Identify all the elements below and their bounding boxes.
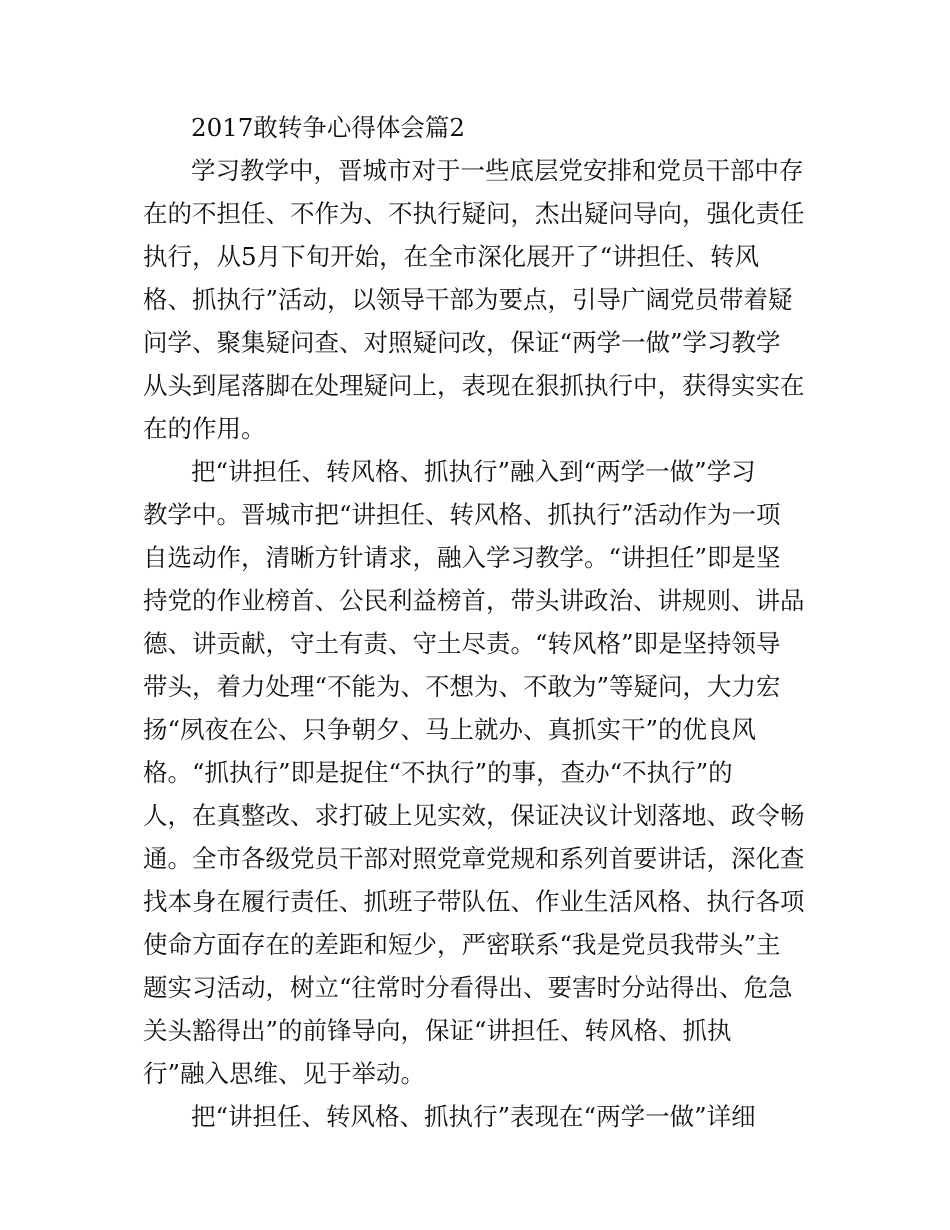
paragraph-line: 使命方面存在的差距和短少，严密联系“我是党员我带头”主 — [143, 930, 781, 959]
paragraph-line: 题实习活动，树立“往常时分看得出、要害时分站得出、危急 — [143, 973, 793, 1002]
paragraph-line: 把“讲担任、转风格、抓执行”融入到“两学一做”学习 — [191, 457, 756, 486]
paragraph-line: 在的作用。 — [143, 414, 266, 443]
paragraph-line: 行”融入思维、见于举动。 — [143, 1059, 426, 1088]
doc-title: 2017敢转争心得体会篇2 — [191, 113, 465, 142]
paragraph-line: 问学、聚集疑问查、对照疑问改，保证“两学一做”学习教学 — [143, 328, 781, 357]
paragraph-line: 学习教学中，晋城市对于一些底层党安排和党员干部中存 — [191, 156, 804, 185]
paragraph-line: 找本身在履行责任、抓班子带队伍、作业生活风格、执行各项 — [143, 887, 805, 916]
paragraph-line: 在的不担任、不作为、不执行疑问，杰出疑问导向，强化责任 — [143, 199, 805, 228]
paragraph-line: 人，在真整改、求打破上见实效，保证决议计划落地、政令畅 — [143, 801, 805, 830]
paragraph-line: 带头，着力处理“不能为、不想为、不敢为”等疑问，大力宏 — [143, 672, 781, 701]
paragraph-line: 格。“抓执行”即是捉住“不执行”的事，查办“不执行”的 — [143, 758, 733, 787]
paragraph-line: 自选动作，清晰方针请求，融入学习教学。“讲担任”即是坚 — [143, 543, 781, 572]
paragraph-line: 教学中。晋城市把“讲担任、转风格、抓执行”活动作为一项 — [143, 500, 781, 529]
paragraph-line: 格、抓执行”活动，以领导干部为要点，引导广阔党员带着疑 — [143, 285, 793, 314]
paragraph-line: 持党的作业榜首、公民利益榜首，带头讲政治、讲规则、讲品 — [143, 586, 805, 615]
paragraph-line: 从头到尾落脚在处理疑问上，表现在狠抓执行中，获得实实在 — [143, 371, 805, 400]
paragraph-line: 把“讲担任、转风格、抓执行”表现在“两学一做”详细 — [191, 1102, 756, 1131]
paragraph-line: 扬“夙夜在公、只争朝夕、马上就办、真抓实干”的优良风 — [143, 715, 757, 744]
paragraph-line: 德、讲贡献，守土有责、守土尽责。“转风格”即是坚持领导 — [143, 629, 781, 658]
paragraph-line: 关头豁得出”的前锋导向，保证“讲担任、转风格、抓执 — [143, 1016, 732, 1045]
paragraph-line: 执行，从5月下旬开始，在全市深化展开了“讲担任、转风 — [143, 242, 760, 271]
paragraph-line: 通。全市各级党员干部对照党章党规和系列首要讲话，深化查 — [143, 844, 805, 873]
